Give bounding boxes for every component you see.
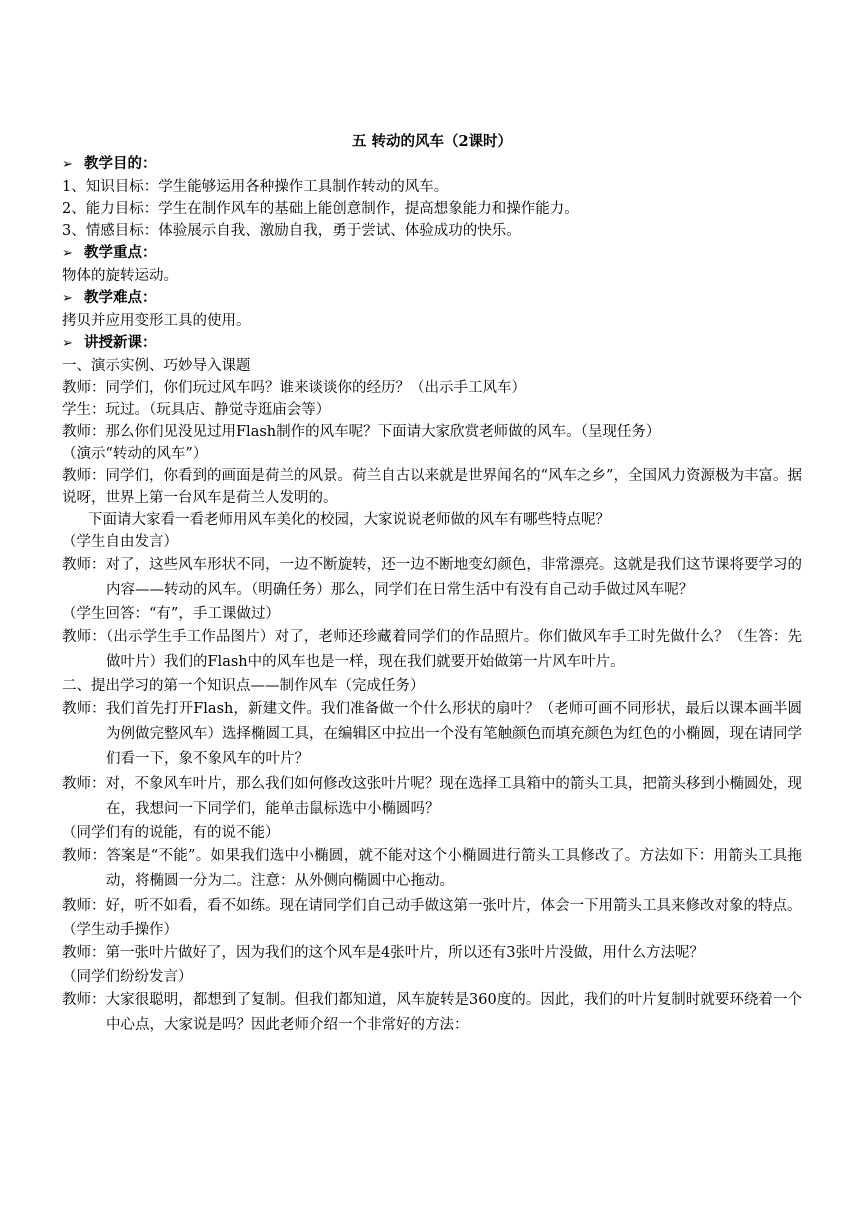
arrow-bullet-icon — [62, 153, 84, 176]
lesson-heading-text: 讲授新课： — [84, 334, 157, 351]
lesson-section-1: 一、演示实例、巧妙导入课题 — [62, 358, 251, 374]
lesson-paragraph: （同学们纷纷发言） — [62, 969, 193, 985]
lesson-paragraph: 教师：我们首先打开Flash，新建文件。我们准备做一个什么形状的扇叶？（老师可画不同形状，最后以课本画半圆为例做完整风车）选择椭圆工具，在编辑区中拉出一个没有笔触颜色而填充颜色为红色的小椭圆，现在请同学们看一下，象不象风车的叶片？ — [62, 701, 802, 767]
arrow-bullet-icon — [62, 242, 84, 265]
goal-heading — [62, 153, 802, 176]
difficulty-text: 拷贝并应用变形工具的使用。 — [62, 313, 251, 329]
lesson-paragraph: （学生自由发言） — [62, 534, 178, 550]
key-heading-text: 教学重点： — [84, 244, 157, 261]
goal-1: 1、知识目标：学生能够运用各种操作工具制作转动的风车。 — [62, 179, 449, 195]
lesson-paragraph: （学生动手操作） — [62, 922, 178, 938]
lesson-heading — [62, 332, 802, 355]
arrow-bullet-icon — [62, 287, 84, 310]
lesson-paragraph: （学生回答：“有”，手工课做过） — [62, 606, 280, 622]
lesson-paragraph: 教师：同学们，你看到的画面是荷兰的风景。荷兰自古以来就是世界闻名的“风车之乡”，全国风力资源极为丰富。据说呀，世界上第一台风车是荷兰人发明的。 — [62, 468, 802, 506]
goal-heading-text: 教学目的： — [84, 155, 157, 172]
document-title: 五 转动的风车（2课时） — [351, 133, 513, 150]
lesson-paragraph: 教师：对了，这些风车形状不同，一边不断旋转，还一边不断地变幻颜色，非常漂亮。这就是我们这节课将要学习的内容——转动的风车。（明确任务）那么，同学们在日常生活中有没有自己动手做过风车呢？ — [62, 557, 802, 598]
lesson-paragraph: 教师：同学们，你们玩过风车吗？谁来谈谈你的经历？（出示手工风车） — [62, 380, 526, 396]
goal-2: 2、能力目标：学生在制作风车的基础上能创意制作，提高想象能力和操作能力。 — [62, 201, 579, 217]
lesson-paragraph: （同学们有的说能，有的说不能） — [62, 825, 280, 841]
lesson-paragraph: （演示“转动的风车”） — [62, 446, 208, 462]
goal-3: 3、情感目标：体验展示自我、激励自我，勇于尝试、体验成功的快乐。 — [62, 223, 521, 239]
difficulty-heading — [62, 287, 802, 310]
key-heading — [62, 242, 802, 265]
lesson-paragraph: 教师：好，听不如看，看不如练。现在请同学们自己动手做这第一张叶片，体会一下用箭头工具来修改对象的特点。 — [62, 898, 802, 914]
lesson-section-2: 二、提出学习的第一个知识点——制作风车（完成任务） — [62, 678, 425, 694]
arrow-bullet-icon — [62, 332, 84, 355]
difficulty-heading-text: 教学难点： — [84, 289, 157, 306]
document-page — [62, 131, 802, 1038]
lesson-paragraph: 教师：对，不象风车叶片，那么我们如何修改这张叶片呢？现在选择工具箱中的箭头工具，把箭头移到小椭圆处，现在，我想问一下同学们，能单击鼠标选中小椭圆吗？ — [62, 776, 802, 817]
lesson-paragraph: 下面请大家看一看老师用风车美化的校园，大家说说老师做的风车有哪些特点呢？ — [88, 512, 610, 528]
lesson-paragraph: 教师：大家很聪明，都想到了复制。但我们都知道，风车旋转是360度的。因此，我们的叶片复制时就要环绕着一个中心点，大家说是吗？因此老师介绍一个非常好的方法： — [62, 992, 802, 1033]
key-text: 物体的旋转运动。 — [62, 268, 178, 284]
lesson-paragraph: 教师：第一张叶片做好了，因为我们的这个风车是4张叶片，所以还有3张叶片没做，用什么方法呢？ — [62, 945, 704, 961]
lesson-paragraph: 教师：那么你们见没见过用Flash制作的风车呢？下面请大家欣赏老师做的风车。（呈现任务） — [62, 424, 661, 440]
lesson-paragraph: 教师：答案是“不能”。如果我们选中小椭圆，就不能对这个小椭圆进行箭头工具修改了。方法如下：用箭头工具拖动，将椭圆一分为二。注意：从外侧向椭圆中心拖动。 — [62, 848, 802, 889]
lesson-paragraph: 教师：（出示学生手工作品图片）对了，老师还珍藏着同学们的作品照片。你们做风车手工时先做什么？（生答：先做叶片）我们的Flash中的风车也是一样，现在我们就要开始做第一片风车叶片。 — [62, 629, 802, 670]
lesson-paragraph: 学生：玩过。（玩具店、静觉寺逛庙会等） — [62, 402, 331, 418]
